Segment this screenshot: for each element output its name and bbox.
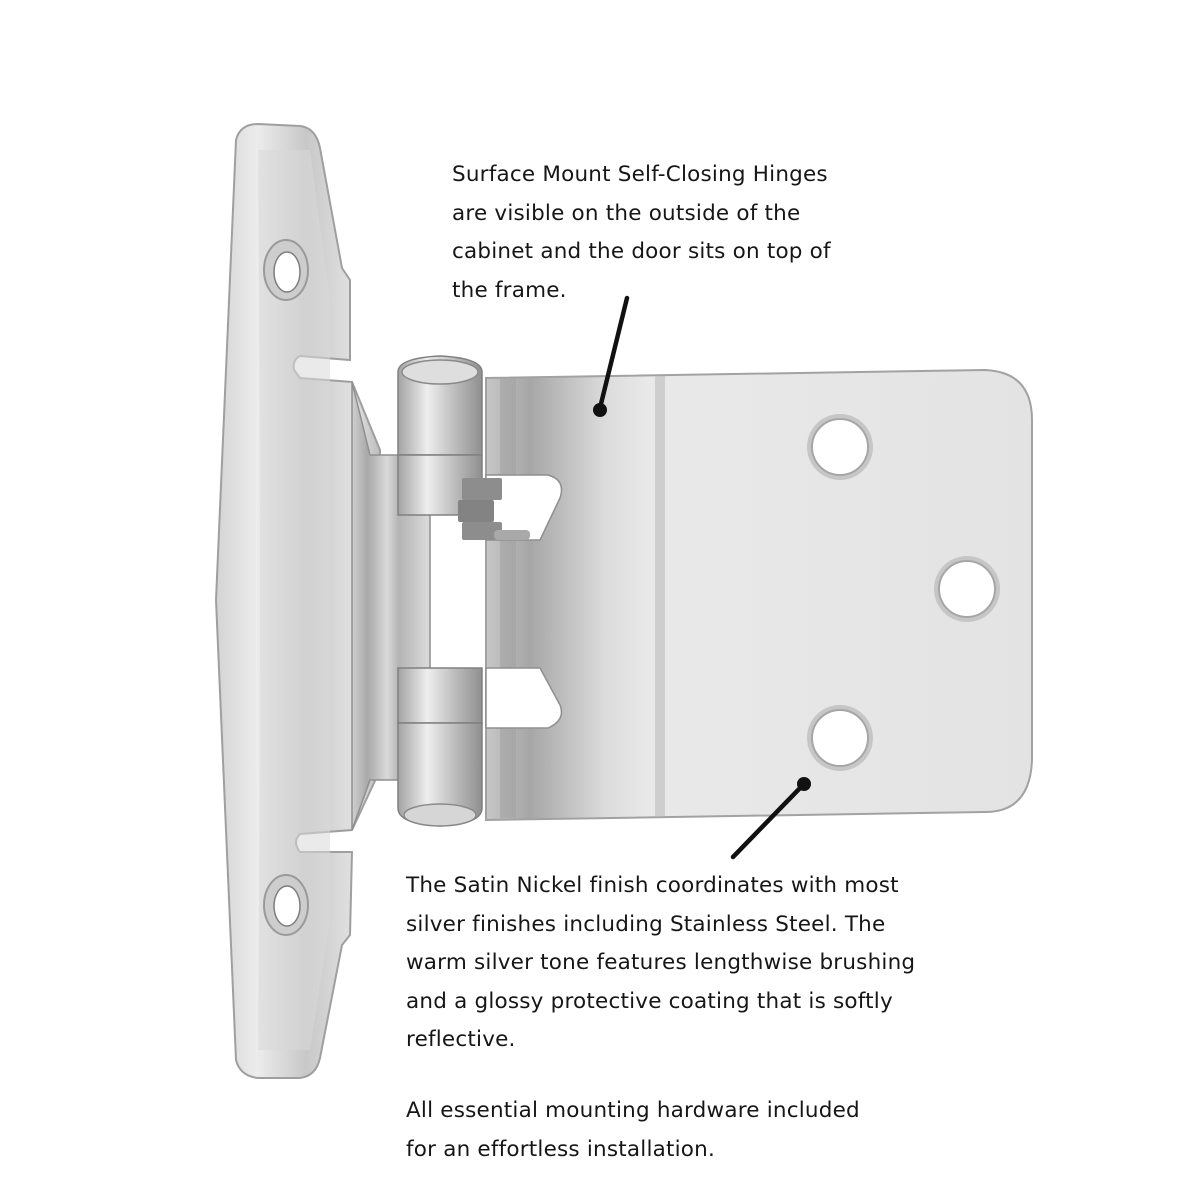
callout-line: All essential mounting hardware included <box>406 1098 860 1123</box>
callout-finish <box>406 867 915 1060</box>
callout-line: Surface Mount Self-Closing Hinges <box>452 162 828 187</box>
callout-line: The Satin Nickel finish coordinates with most <box>406 873 899 898</box>
callout-line: cabinet and the door sits on top of <box>452 239 831 264</box>
callout-line: warm silver tone features lengthwise brushing <box>406 950 916 975</box>
door-leaf <box>458 370 1032 820</box>
callout-line: reflective. <box>406 1027 516 1052</box>
callout-line: are visible on the outside of the <box>452 200 801 226</box>
callout-hardware <box>406 1092 860 1169</box>
callout-mount-type <box>452 156 831 310</box>
callout-line: and a glossy protective coating that is softly <box>406 988 893 1014</box>
callout-line: for an effortless installation. <box>406 1136 716 1162</box>
callout-line: the frame. <box>452 277 567 303</box>
callout-line: silver finishes including Stainless Steel. The <box>406 911 886 937</box>
